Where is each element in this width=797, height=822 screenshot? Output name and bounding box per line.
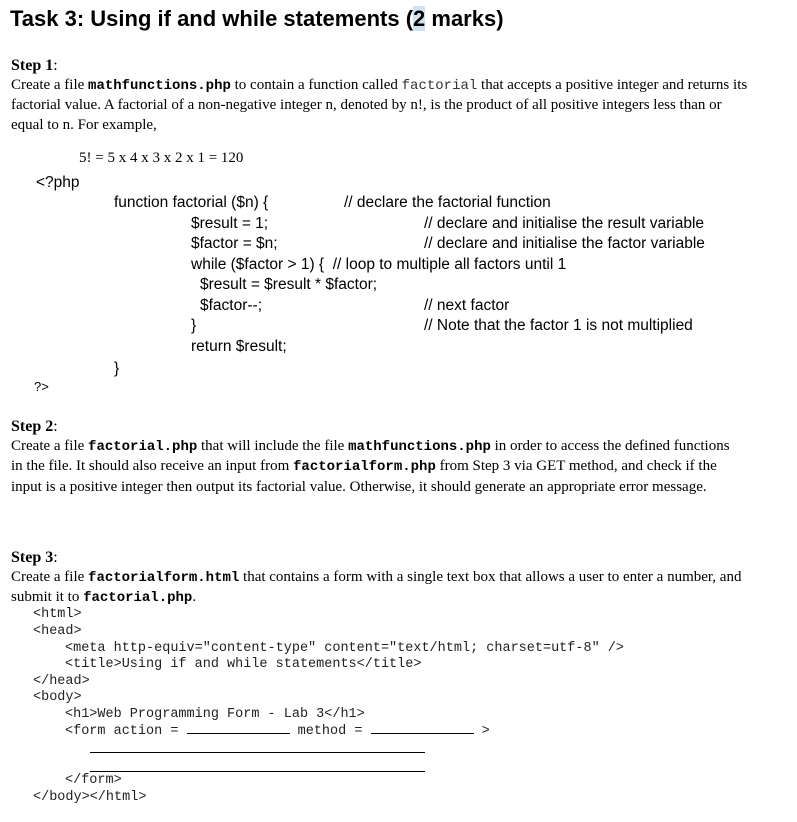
step1-heading: Step 1: [11, 57, 58, 74]
code-comment: // next factor [424, 297, 510, 314]
step3-paragraph: Create a file factorialform.html that contains a form with a single text box that allows a user to enter a number, and submit it to factorial.php. [11, 569, 742, 607]
html-code-line: <meta http-equiv="content-type" content="text/html; charset=utf-8" /> [65, 641, 624, 656]
answer-blank-line [90, 771, 425, 772]
task-title [10, 6, 504, 32]
form-action-line: <form action = method = > [65, 724, 490, 739]
method-blank [371, 733, 474, 734]
code-comment: // declare and initialise the factor variable [424, 235, 705, 252]
php-open-tag: <?php [36, 174, 80, 191]
code-line: $factor--; [200, 297, 263, 314]
title-marks-highlight: 2 [413, 6, 426, 31]
code-comment: // Note that the factor 1 is not multiplied [424, 317, 693, 334]
filename-factorial-php: factorial.php [88, 439, 198, 455]
code-line: } [114, 360, 120, 377]
step1-paragraph: Create a file mathfunctions.php to contain a function called factorial that accepts a positive integer and returns its factorial value. A factorial of a non-negative integer n, denoted by n!, is the product of all positive integers less than or equal to n. For example, [11, 77, 748, 133]
filename-mathfunctions: mathfunctions.php [348, 439, 491, 455]
answer-blank-line [90, 752, 425, 753]
html-code-line: <h1>Web Programming Form - Lab 3</h1> [65, 707, 365, 722]
filename-mathfunctions: mathfunctions.php [88, 78, 231, 94]
code-line: function factorial ($n) { [114, 194, 269, 211]
step2-paragraph: Create a file factorial.php that will include the file mathfunctions.php in order to access the defined functions in the file. It should also receive an input from factorialform.php from Step 3 via GET method, and check if the input is a positive integer then output its factorial value. Otherwise, it should generate an appropriate error message. [11, 438, 730, 495]
php-close-tag: ?> [34, 379, 49, 394]
code-line: $result = $result * $factor; [200, 276, 378, 293]
code-comment: // declare and initialise the result variable [424, 215, 705, 232]
html-code-line: </head> [33, 674, 90, 689]
html-code-line: <html> [33, 607, 82, 622]
title-text: Task 3: Using if and while statements ( [10, 6, 414, 31]
factorial-example: 5! = 5 x 4 x 3 x 2 x 1 = 120 [79, 150, 244, 166]
html-code-line: </form> [65, 773, 122, 788]
html-code-line: <head> [33, 624, 82, 639]
filename-factorialform-php: factorialform.php [293, 459, 436, 476]
html-code-line: <title>Using if and while statements</title> [65, 657, 422, 672]
code-line: return $result; [191, 338, 287, 355]
code-line: while ($factor > 1) { // loop to multiple all factors until 1 [191, 256, 567, 273]
title-text-end: marks) [425, 6, 504, 31]
filename-factorial-php: factorial.php [83, 590, 193, 607]
function-name: factorial [401, 78, 478, 94]
html-code-line: </body></html> [33, 790, 147, 805]
action-blank [187, 733, 290, 734]
code-line: $factor = $n; [191, 235, 278, 252]
step3-heading: Step 3: [11, 549, 58, 566]
step2-heading: Step 2: [11, 418, 58, 435]
code-line: $result = 1; [191, 215, 269, 232]
code-line: } [191, 317, 197, 334]
html-code-line: <body> [33, 690, 82, 705]
code-comment: // declare the factorial function [344, 194, 551, 211]
filename-factorialform-html: factorialform.html [88, 570, 240, 586]
